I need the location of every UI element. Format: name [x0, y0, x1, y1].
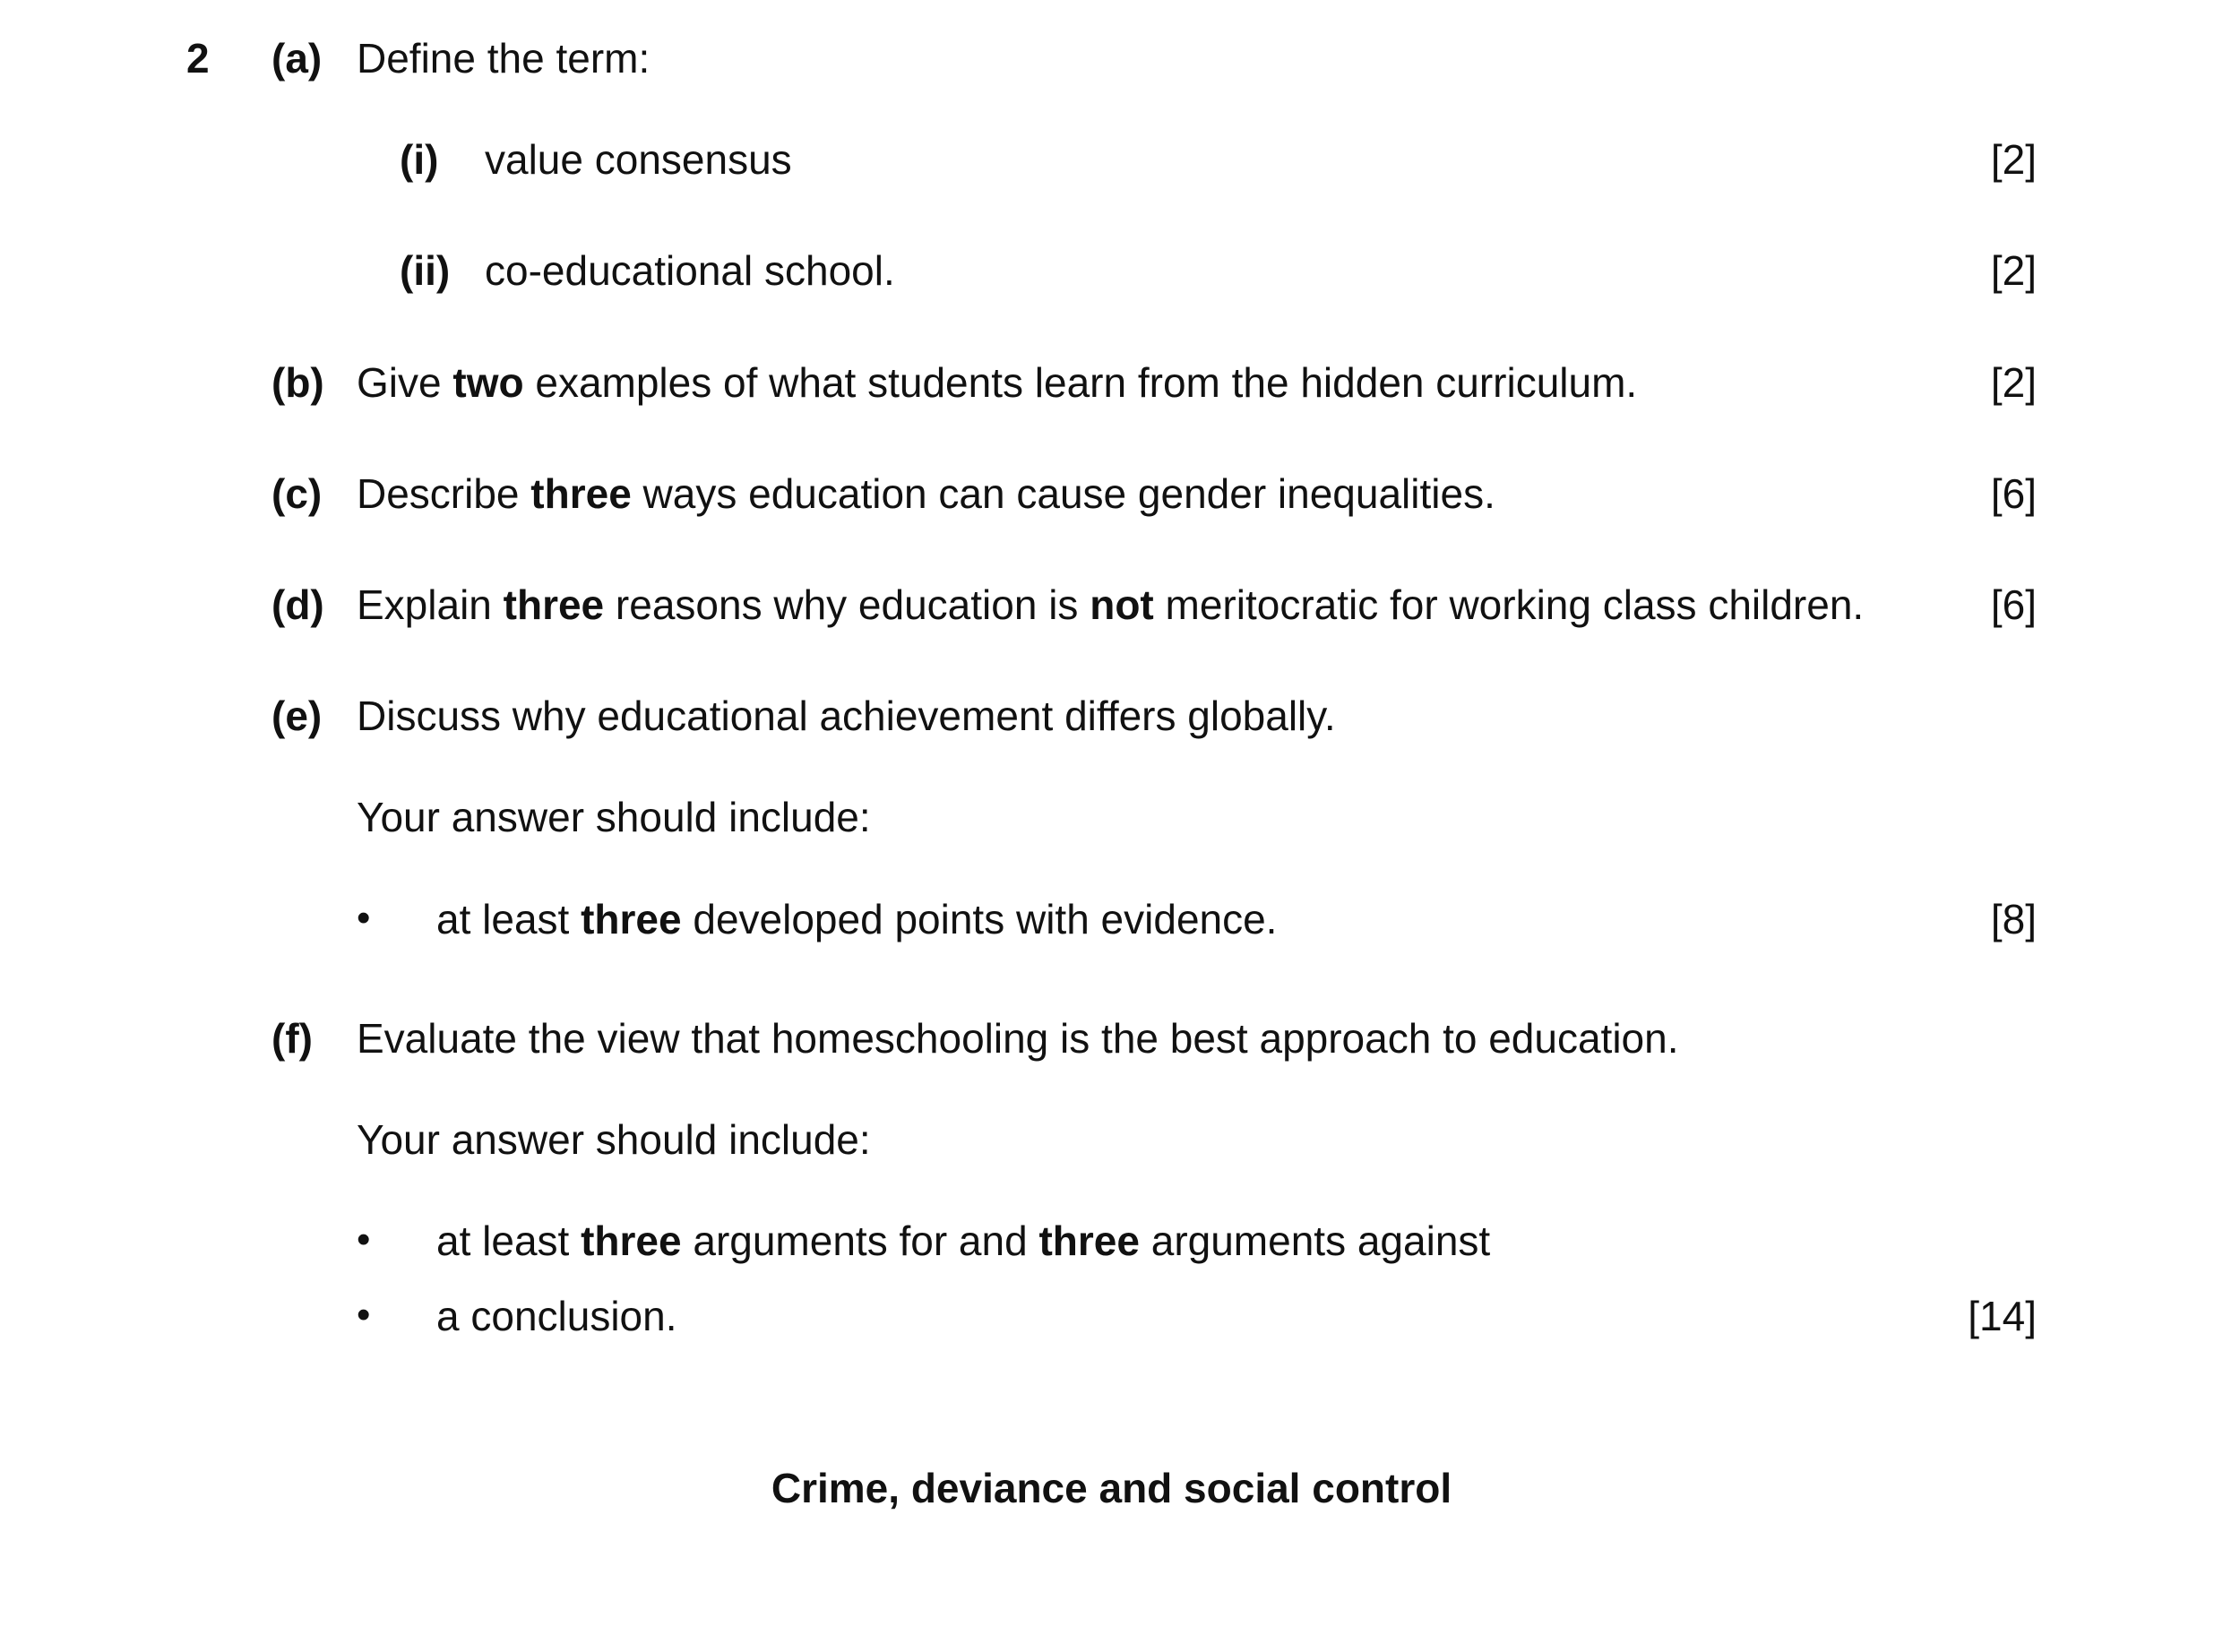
part-f-bullet-0-seg-4: arguments against	[1139, 1217, 1491, 1264]
part-f-bullet-1-text	[436, 1295, 677, 1337]
part-f-bullet-0-seg-1: three	[581, 1217, 682, 1264]
part-e-text: Discuss why educational achievement differs globally.	[357, 693, 1336, 739]
part-a-ii-label: (ii)	[400, 247, 451, 294]
part-f-bullet-0-text	[436, 1217, 1491, 1264]
part-b-label: (b)	[271, 359, 324, 406]
section-heading: Crime, deviance and social control	[771, 1465, 1452, 1511]
part-f-label: (f)	[271, 1015, 313, 1062]
part-e-bullet-0-seg-0: at least	[436, 896, 582, 942]
part-d-seg-4: meritocratic for working class children.	[1153, 581, 1865, 628]
part-d-text	[357, 581, 1865, 628]
part-a-ii-text: co-educational school.	[485, 247, 895, 294]
part-d-seg-0: Explain	[357, 581, 504, 628]
part-e-bullet-0-symbol: •	[357, 896, 371, 940]
part-f-bullet-0-seg-0: at least	[436, 1217, 582, 1264]
part-a-i-mark: [2]	[1990, 136, 2037, 183]
part-d-seg-2: reasons why education is	[604, 581, 1090, 628]
part-e-include-text: Your answer should include:	[357, 794, 871, 840]
part-a-i-text: value consensus	[485, 136, 792, 183]
part-b-seg-0: Give	[357, 359, 453, 406]
part-d-label: (d)	[271, 581, 324, 628]
part-b-text	[357, 359, 1638, 406]
part-f-bullet-0-seg-2: arguments for and	[681, 1217, 1039, 1264]
part-b-seg-1: two	[452, 359, 524, 406]
part-c-seg-1: three	[530, 470, 632, 517]
part-f-text: Evaluate the view that homeschooling is the best approach to education.	[357, 1015, 1679, 1062]
part-f-bullet-0-seg-3: three	[1038, 1217, 1140, 1264]
part-d-seg-3: not	[1090, 581, 1154, 628]
part-f-bullet-1-seg-0: a conclusion.	[436, 1293, 677, 1339]
part-e-bullet-0-seg-2: developed points with evidence.	[681, 896, 1278, 942]
question-number: 2	[186, 35, 210, 82]
part-f-mark: [14]	[1968, 1293, 2037, 1339]
part-b-seg-2: examples of what students learn from the hidden curriculum.	[523, 359, 1638, 406]
part-a-ii-mark: [2]	[1990, 247, 2037, 294]
part-b-mark: [2]	[1990, 359, 2037, 406]
part-f-include-text: Your answer should include:	[357, 1116, 871, 1163]
part-c-mark: [6]	[1990, 470, 2037, 517]
part-e-bullet-0-seg-1: three	[581, 896, 682, 942]
part-e-label: (e)	[271, 693, 323, 739]
part-c-seg-0: Describe	[357, 470, 531, 517]
part-e-mark: [8]	[1990, 896, 2037, 942]
part-a-i-label: (i)	[400, 136, 439, 183]
part-c-text	[357, 470, 1495, 517]
part-a-text: Define the term:	[357, 35, 651, 82]
part-c-label: (c)	[271, 470, 323, 517]
part-e-bullet-0-text	[436, 896, 1278, 942]
part-a-label: (a)	[271, 35, 323, 82]
part-f-bullet-1-symbol: •	[357, 1293, 371, 1337]
part-d-mark: [6]	[1990, 581, 2037, 628]
part-d-seg-1: three	[503, 581, 605, 628]
part-f-bullet-0-symbol: •	[357, 1217, 371, 1261]
part-c-seg-2: ways education can cause gender inequalities.	[631, 470, 1495, 517]
